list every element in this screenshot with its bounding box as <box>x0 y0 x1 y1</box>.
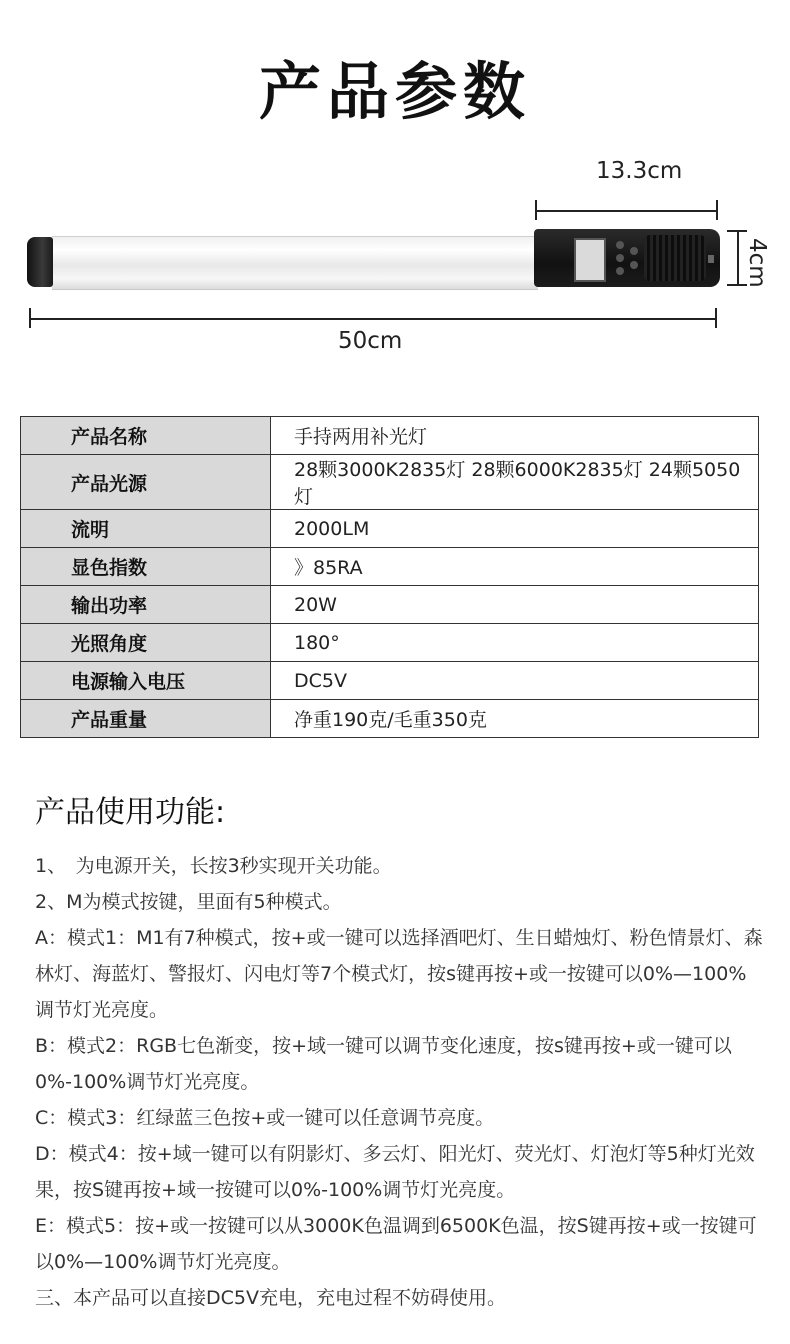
diameter-tick-top <box>727 230 747 232</box>
spec-value: 28颗3000K2835灯 28颗6000K2835灯 24颗5050灯 <box>271 455 759 510</box>
light-tube-end-cap <box>27 237 53 287</box>
spec-label: 光照角度 <box>21 624 271 662</box>
function-item: D：模式4：按+域一键可以有阴影灯、多云灯、阳光灯、荧光灯、灯泡灯等5种灯光效果，按S键再按+域一按键可以0%-100%调节灯光亮度。 <box>35 1143 755 1201</box>
display-screen <box>574 238 606 282</box>
spec-row <box>21 548 759 586</box>
handle-length-line <box>535 210 718 212</box>
total-length-tick-left <box>29 308 31 328</box>
control-button <box>630 247 638 255</box>
spec-value: 》85RA <box>271 548 759 586</box>
spec-row <box>21 510 759 548</box>
light-tube-body <box>52 236 538 290</box>
function-item: 三、本产品可以直接DC5V充电，充电过程不妨碍使用。 <box>35 1287 506 1309</box>
total-length-line <box>29 318 717 320</box>
spec-label: 输出功率 <box>21 586 271 624</box>
function-item: A：模式1：M1有7种模式，按+或一键可以选择酒吧灯、生日蜡烛灯、粉色情景灯、森林灯、海蓝灯、警报灯、闪电灯等7个模式灯，按s键再按+或一按键可以0%—100%调节灯光亮度。 <box>35 927 763 1021</box>
spec-row <box>21 586 759 624</box>
charging-port <box>708 255 714 263</box>
spec-row <box>21 624 759 662</box>
handle-grip <box>644 235 706 281</box>
spec-value: 手持两用补光灯 <box>271 417 759 455</box>
spec-value: 20W <box>271 586 759 624</box>
control-button <box>616 267 624 275</box>
spec-row <box>21 662 759 700</box>
function-item: 2、M为模式按键，里面有5种模式。 <box>35 891 342 913</box>
diameter-line <box>737 230 739 286</box>
spec-row <box>21 455 759 510</box>
spec-table <box>20 416 759 738</box>
function-item: C：模式3：红绿蓝三色按+或一键可以任意调节亮度。 <box>35 1107 495 1129</box>
diameter-label: 4cm <box>744 238 770 288</box>
spec-label: 产品名称 <box>21 417 271 455</box>
page-title: 产品参数 <box>258 55 531 128</box>
spec-label: 电源输入电压 <box>21 662 271 700</box>
handle-length-tick-left <box>535 200 537 220</box>
function-item: E：模式5：按+或一按键可以从3000K色温调到6500K色温，按S键再按+或一按键可以0%—100%调节灯光亮度。 <box>35 1215 757 1273</box>
spec-label: 产品光源 <box>21 455 271 510</box>
total-length-label: 50cm <box>338 328 403 354</box>
spec-value: DC5V <box>271 662 759 700</box>
handle-length-tick-right <box>716 200 718 220</box>
spec-row <box>21 417 759 455</box>
spec-label: 流明 <box>21 510 271 548</box>
spec-label: 产品重量 <box>21 700 271 738</box>
function-item: B：模式2：RGB七色渐变，按+域一键可以调节变化速度，按s键再按+或一键可以0%-100%调节灯光亮度。 <box>35 1035 732 1093</box>
spec-row <box>21 700 759 738</box>
spec-value: 180° <box>271 624 759 662</box>
control-button <box>630 261 638 269</box>
spec-value: 净重190克/毛重350克 <box>271 700 759 738</box>
total-length-tick-right <box>715 308 717 328</box>
spec-label: 显色指数 <box>21 548 271 586</box>
light-tube-handle <box>534 229 720 287</box>
control-button <box>616 241 624 249</box>
handle-length-label: 13.3cm <box>596 158 683 184</box>
functions-heading: 产品使用功能: <box>35 795 226 830</box>
function-item: 1、 为电源开关，长按3秒实现开关功能。 <box>35 855 392 877</box>
spec-value: 2000LM <box>271 510 759 548</box>
control-button <box>616 254 624 262</box>
functions-list <box>35 848 763 1316</box>
